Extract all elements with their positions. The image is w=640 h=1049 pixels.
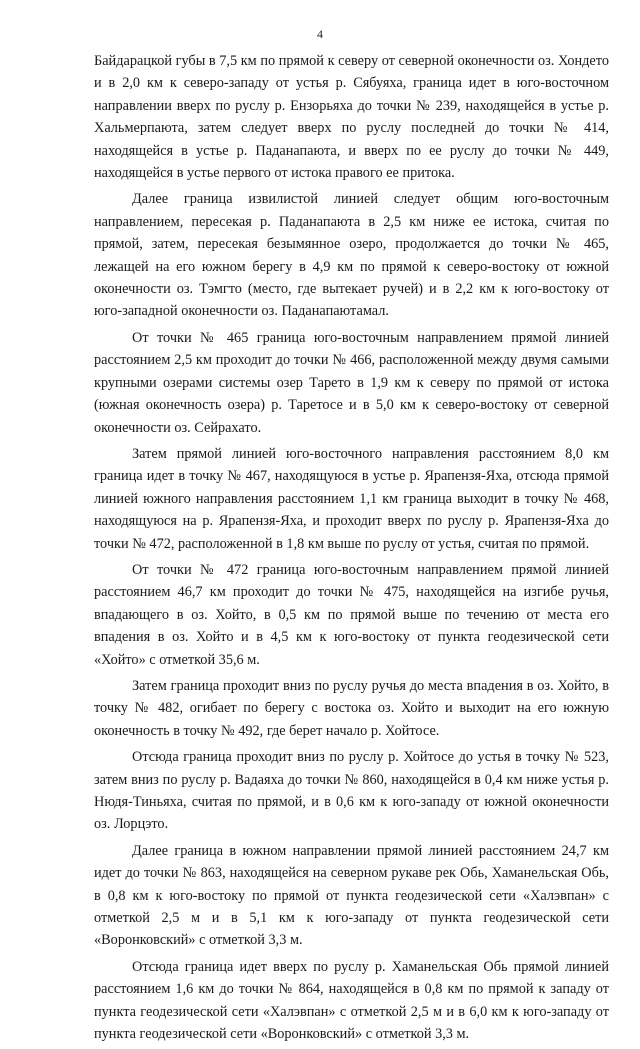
paragraph: Затем граница проходит вниз по руслу ручья до места впадения в оз. Хойто, в точку № 482, огибает по берегу с востока оз. Хойто и выходит на его южную оконечность в точку № 492, где берет начало р. Хойтосе. [94,677,609,739]
paragraph: Затем прямой линией юго-восточного направления расстоянием 8,0 км граница идет в точку № 467, находящуюся в устье р. Ярапензя-Яха, отсюда прямой линией южного направления расстоянием 1,1 км граница выходит в точку № 468, находящуюся на р. Ярапензя-Яха, и проходит вверх по руслу р. Ярапензя-Яха до точки № 472, расположенной в 1,8 км выше по руслу от устья, считая по прямой. [94,445,609,552]
paragraph: Далее граница в южном направлении прямой линией расстоянием 24,7 км идет до точки № 863, находящейся на северном рукаве рек Обь, Хаманельская Обь, в 0,8 км к юго-востоку по прямой от пункта геодезической сети «Халэвпан» с отметкой 2,5 м и в 5,1 км к юго-западу от пункта геодезической сети «Воронковский» с отметкой 3,3 м. [94,842,609,949]
page-number: 4 [317,27,323,41]
paragraph: Байдарацкой губы в 7,5 км по прямой к северу от северной оконечности оз. Хондето и в 2,0 км к северо-западу от устья р. Сябуяха, граница идет в юго-восточном направлении вверх по руслу р. Ензорьяха до точки № 239, находящейся в устье р. Хальмерпаюта, затем следует вверх по руслу последней до точки № 414, находящейся в устье р. Паданапаюта, и вверх по ее руслу до точки № 449, находящейся в устье первого от истока правого ее притока. [94,53,609,182]
paragraph: Отсюда граница проходит вниз по руслу р. Хойтосе до устья в точку № 523, затем вниз по руслу р. Вадаяха до точки № 860, находящейся в 0,4 км ниже устья р. Нюдя-Тиньяха, считая по прямой, и в 0,6 км к юго-западу от южной оконечности оз. Лорцэто. [94,749,609,833]
paragraph: От точки № 465 граница юго-восточным направлением прямой линией расстоянием 2,5 км проходит до точки № 466, расположенной между двумя самыми крупными озерами системы озер Тарето в 1,9 км к северу по прямой от истока (южная оконечность озера) р. Таретосе и в 5,0 км к северо-востоку от северной оконечности оз. Сейрахато. [94,329,609,436]
paragraph: От точки № 472 граница юго-восточным направлением прямой линией расстоянием 46,7 км проходит до точки № 475, находящейся на изгибе ручья, впадающего в оз. Хойто, в 0,5 км по прямой выше по течению от места его впадения в оз. Хойто и в 4,5 км к юго-востоку от пункта геодезической сети «Хойто» с отметкой 35,6 м. [94,561,609,668]
paragraph: Отсюда граница идет вверх по руслу р. Хаманельская Обь прямой линией расстоянием 1,6 км до точки № 864, находящейся в 0,8 км по прямой к западу от пункта геодезической сети «Халэвпан» с отметкой 2,5 м и в 6,0 км к юго-западу от пункта геодезической сети «Воронковский» с отметкой 3,3 м. [94,958,609,1043]
paragraph: Далее граница извилистой линией следует общим юго-восточным направлением, пересекая р. Паданапаюта в 2,5 км ниже ее истока, считая по прямой, затем, пересекая безымянное озеро, продолжается до точки № 465, лежащей на его южном берегу в 4,9 км по прямой к северо-востоку от южной оконечности оз. Тэмгто (место, где вытекает ручей) и в 2,2 км к юго-востоку от юго-западной оконечности оз. Паданапаютамал. [94,191,609,320]
document-body [94,50,609,1049]
